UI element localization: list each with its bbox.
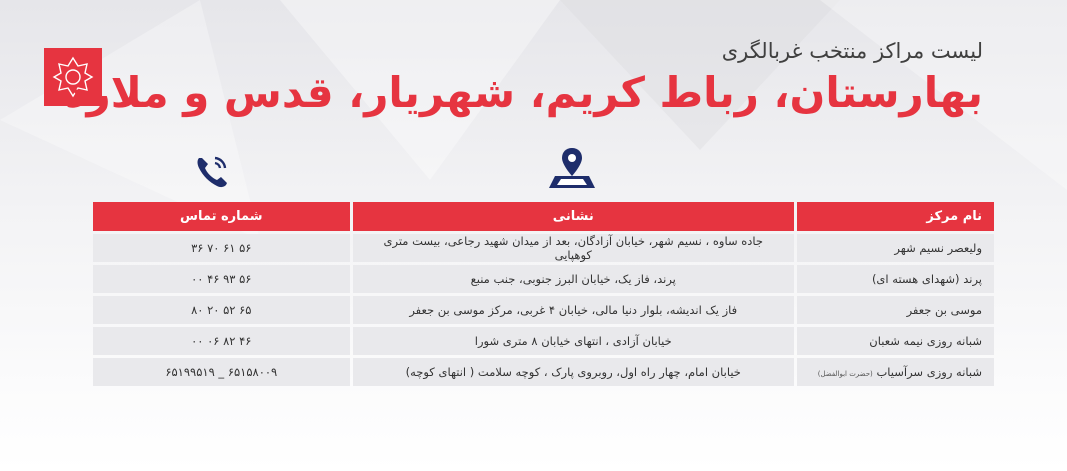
table-row [93, 265, 994, 293]
table-row [93, 234, 994, 262]
table-row [93, 358, 994, 386]
phone-icon [193, 152, 233, 190]
address-cell: پرند، فاز یک، خیابان البرز جنوبی، جنب منبع [353, 265, 794, 293]
page-title: بهارستان، رباط کریم، شهریار، قدس و ملارد [64, 68, 983, 117]
phone-cell: ۵۶ ۹۳ ۴۶ ۰۰ [93, 265, 350, 293]
table-row [93, 327, 994, 355]
address-cell: خیابان امام، چهار راه اول، روبروی پارک ، کوچه سلامت ( انتهای کوچه) [353, 358, 794, 386]
address-cell: جاده ساوه ، نسیم شهر، خیابان آزادگان، بعد از میدان شهید رجاعی، بیست متری کوهپایی [353, 234, 794, 262]
table-row [93, 296, 994, 324]
name-cell: ولیعصر نسیم شهر [797, 234, 994, 262]
centers-table [90, 199, 997, 389]
address-cell: خیابان آزادی ، انتهای خیابان ۸ متری شورا [353, 327, 794, 355]
header-name: نام مرکز [797, 202, 994, 231]
phone-cell: ۶۵ ۵۲ ۲۰ ۸۰ [93, 296, 350, 324]
name-cell [797, 358, 994, 386]
name-cell: موسی بن جعفر [797, 296, 994, 324]
phone-cell: ۵۶ ۶۱ ۷۰ ۳۶ [93, 234, 350, 262]
page-subtitle: لیست مراکز منتخب غربالگری [721, 39, 983, 63]
table-header-row [93, 202, 994, 231]
phone-cell: ۴۶ ۸۲ ۰۶ ۰۰ [93, 327, 350, 355]
header-phone: شماره تماس [93, 202, 350, 231]
name-cell: پرند (شهدای هسته ای) [797, 265, 994, 293]
address-cell: فاز یک اندیشه، بلوار دنیا مالی، خیابان ۴ غربی، مرکز موسی بن جعفر [353, 296, 794, 324]
map-pin-icon [547, 146, 597, 190]
header-address: نشانی [353, 202, 794, 231]
name-note: (حضرت ابوالفضل) [817, 370, 873, 378]
name-cell: شبانه روزی نیمه شعبان [797, 327, 994, 355]
phone-cell: ۶۵۱۵۸۰۰۹ _ ۶۵۱۹۹۵۱۹ [93, 358, 350, 386]
name-text: شبانه روزی سرآسیاب [876, 365, 982, 379]
